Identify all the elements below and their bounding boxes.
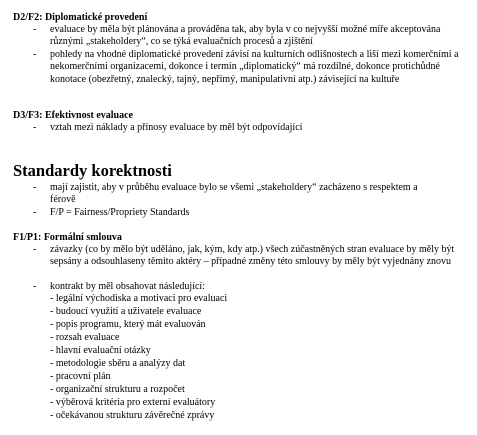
bullet-marker: - [33, 49, 37, 60]
bullet-marker: - [33, 182, 37, 193]
section-heading-d3-f3: D3/F3: Efektivnost evaluace [13, 110, 133, 121]
bullet-marker: - [33, 281, 37, 292]
standards-heading: Standardy korektnosti [13, 161, 172, 180]
section-heading-d2-f2: D2/F2: Diplomatické provedení [13, 12, 148, 23]
bullet-text: vztah mezi náklady a přínosy evaluace by měl být odpovídající [50, 122, 303, 133]
bullet-text: kontrakt by měl obsahovat následující: [50, 281, 205, 292]
contract-item: - metodologie sběru a analýzy dat [50, 358, 186, 369]
bullet-marker: - [33, 24, 37, 35]
contract-item: - budoucí využití a uživatele evaluace [50, 306, 202, 317]
contract-item: - hlavní evaluační otázky [50, 345, 151, 356]
contract-item: - výběrová kritéria pro externí evaluátory [50, 397, 216, 408]
bullet-marker: - [33, 207, 37, 218]
contract-item: - rozsah evaluace [50, 332, 120, 343]
bullet-text: F/P = Fairness/Propriety Standards [50, 207, 190, 218]
contract-item: - organizační strukturu a rozpočet [50, 384, 185, 395]
bullet-text: pohledy na vhodné diplomatické provedení závisí na kulturních odlišnostech a liší mezi komerčními a nekomerčními organizacemi, dokonce i termín „diplomatický“ má rozdílné, dokonce protichůdné konotace (obezřetný, znalecký, tajný, nepřímý, manipulativní atp.) závisející na kultuře [50, 49, 459, 85]
contract-item: - očekávanou strukturu závěrečné zprávy [50, 410, 215, 421]
bullet-text: závazky (co by mělo být uděláno, jak, kým, kdy atp.) všech zúčastněných stran evaluace by měly být sepsány a odsouhlaseny těmito aktéry – případné změny této smlouvy by měly být vyjednány znovu [50, 244, 455, 268]
contract-item: - popis programu, který mát evaluován [50, 319, 206, 330]
bullet-text: mají zajistit, aby v průběhu evaluace bylo se všemi „stakeholdery“ zacházeno s respektem a férově [50, 182, 418, 206]
contract-item: - legální východiska a motivaci pro evaluaci [50, 293, 228, 304]
section-heading-f1-p1: F1/P1: Formální smlouva [13, 232, 122, 243]
contract-item: - pracovní plán [50, 371, 111, 382]
bullet-marker: - [33, 122, 37, 133]
bullet-text: evaluace by měla být plánována a prováděna tak, aby byla v co nejvyšší možné míře akceptována různými „stakeholdery“, co se týká evaluačních procesů a zjištění [50, 24, 441, 48]
bullet-marker: - [33, 244, 37, 255]
